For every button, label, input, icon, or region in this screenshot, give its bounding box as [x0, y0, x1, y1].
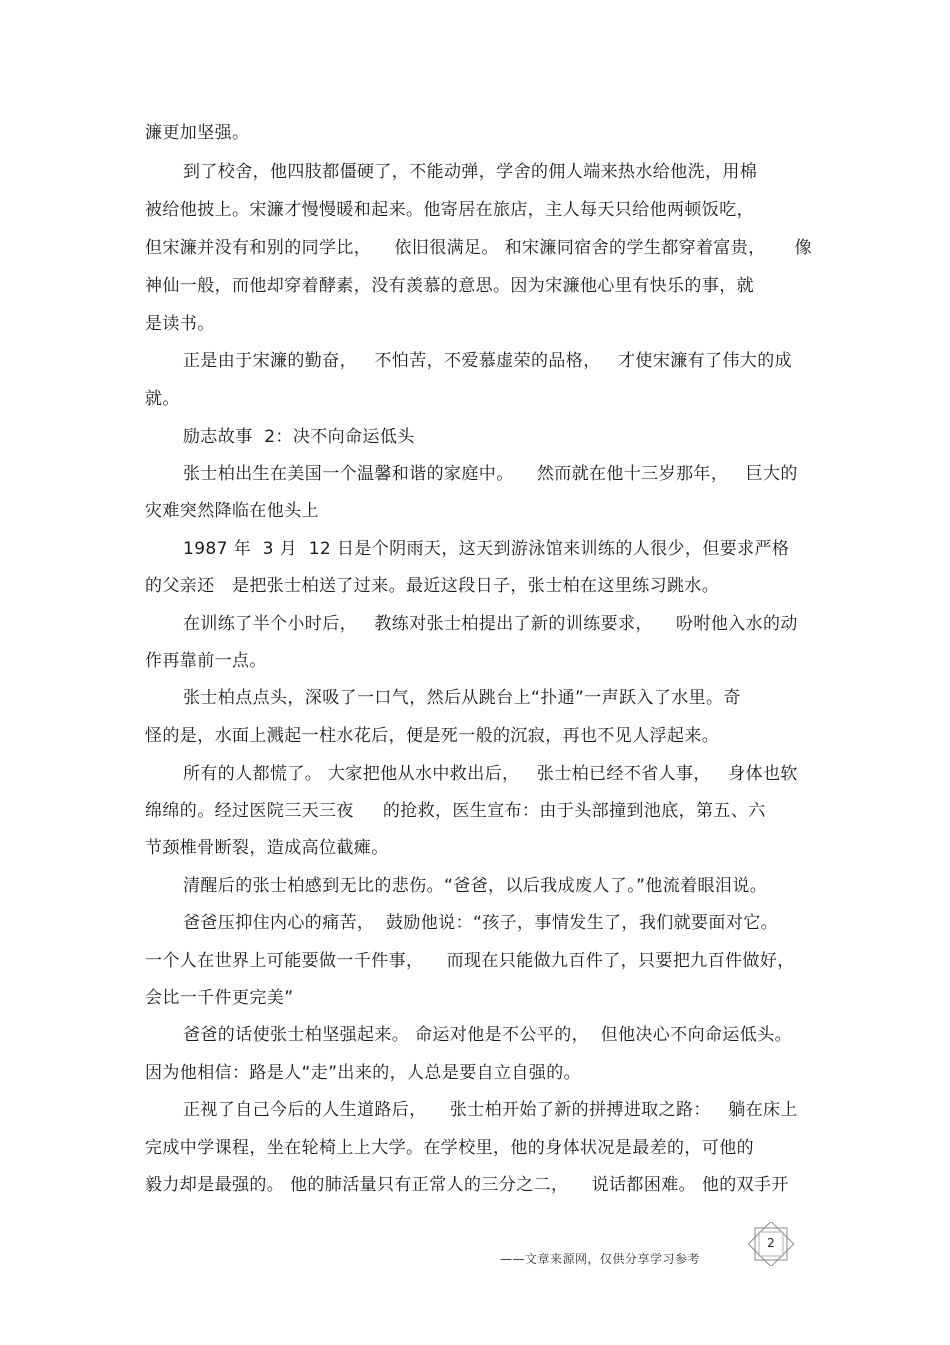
paragraph-line: 作再靠前一点。	[145, 651, 267, 671]
paragraph-line: 清醒后的张士柏感到无比的悲伤。“爸爸，以后我成废人了。”他流着眼泪说。	[183, 876, 768, 896]
footer-source-text: ——文章来源网，仅供分享学习参考	[500, 1252, 701, 1266]
paragraph-line: 但宋濂并没有和别的同学比， 依旧很满足。 和宋濂同宿舍的学生都穿着富贵， 像	[145, 238, 813, 258]
paragraph-line: 毅力却是最强的。 他的肺活量只有正常人的三分之二， 说话都困难。 他的双手开	[145, 1175, 789, 1195]
paragraph-line: 正是由于宋濂的勤奋， 不怕苦，不爱慕虚荣的品格， 才使宋濂有了伟大的成	[183, 351, 793, 371]
paragraph-line: 所有的人都慌了。 大家把他从水中救出后， 张士柏已经不省人事， 身体也软	[183, 764, 798, 784]
paragraph-line: 爸爸的话使张士柏坚强起来。 命运对他是不公平的， 但他决心不向命运低头。	[183, 1025, 793, 1045]
paragraph-line: 完成中学课程，坐在轮椅上上大学。在学校里，他的身体状况是最差的，可他的	[145, 1138, 754, 1158]
paragraph-line: 在训练了半个小时后， 教练对张士柏提出了新的训练要求， 吩咐他入水的动	[183, 614, 798, 634]
paragraph-line: 是读书。	[145, 314, 215, 334]
paragraph-line: 节颈椎骨断裂，造成高位截瘫。	[145, 838, 389, 858]
paragraph-line: 到了校舍，他四肢都僵硬了，不能动弹，学舍的佣人端来热水给他洗，用棉	[183, 162, 758, 182]
paragraph-line: 张士柏点点头，深吸了一口气，然后从跳台上“扑通”一声跃入了水里。奇	[183, 688, 741, 708]
page-number-badge	[746, 1222, 796, 1266]
paragraph-line: 绵绵的。经过医院三天三夜 的抢救，医生宣布：由于头部撞到池底，第五、六	[145, 801, 766, 821]
paragraph-line: 因为他相信：路是人“走”出来的，人总是要自立自强的。	[145, 1063, 582, 1083]
paragraph-line: 怪的是，水面上溅起一柱水花后，便是死一般的沉寂，再也不见人浮起来。	[145, 726, 720, 746]
paragraph-line: 神仙一般，而他却穿着酵素，没有羡慕的意思。因为宋濂他心里有快乐的事，就	[145, 276, 754, 296]
paragraph-line: 张士柏出生在美国一个温馨和谐的家庭中。 然而就在他十三岁那年， 巨大的	[183, 464, 798, 484]
paragraph-line: 会比一千件更完美”	[145, 988, 294, 1008]
paragraph-line: 的父亲还 是把张士柏送了过来。最近这段日子，张士柏在这里练习跳水。	[145, 576, 720, 596]
section-heading: 励志故事 2：决不向命运低头	[183, 427, 415, 447]
page-number: 2	[767, 1236, 775, 1250]
paragraph-line: 被给他披上。宋濂才慢慢暖和起来。他寄居在旅店，主人每天只给他两顿饭吃，	[145, 200, 754, 220]
paragraph-line: 1987 年 3 月 12 日是个阴雨天，这天到游泳馆来训练的人很少，但要求严格	[183, 539, 790, 559]
paragraph-line: 爸爸压抑住内心的痛苦， 鼓励他说：“孩子，事情发生了，我们就要面对它。	[183, 913, 779, 933]
paragraph-line: 正视了自己今后的人生道路后， 张士柏开始了新的拼搏进取之路： 躺在床上	[183, 1100, 798, 1120]
paragraph-line: 就。	[145, 389, 180, 409]
paragraph-line: 濂更加坚强。	[145, 123, 250, 143]
paragraph-line: 一个人在世界上可能要做一千件事， 而现在只能做九百件了，只要把九百件做好，	[145, 951, 795, 971]
paragraph-line: 灾难突然降临在他头上	[145, 501, 319, 521]
